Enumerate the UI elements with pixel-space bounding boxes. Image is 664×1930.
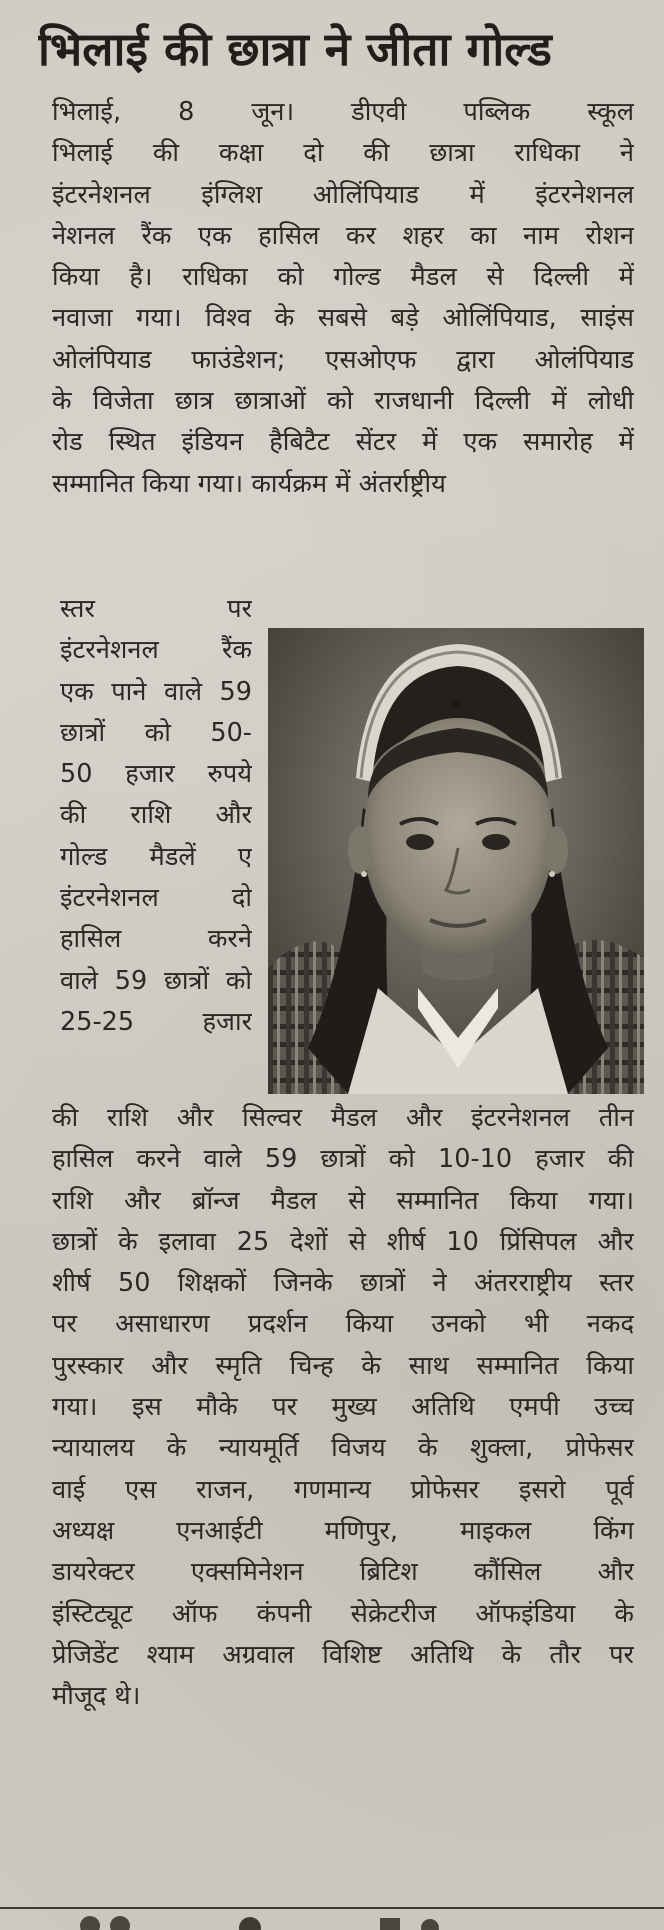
headline: भिलाई की छात्रा ने जीता गोल्ड: [38, 22, 552, 76]
article-line: 25-25 हजार: [60, 1006, 252, 1037]
article-line: ओलंपियाड फाउंडेशन; एसओएफ द्वारा ओलंपियाड: [52, 344, 634, 375]
article-line: छात्रों को 50-: [60, 717, 252, 748]
article-line: किया है। राधिका को गोल्ड मैडल से दिल्ली में: [52, 262, 634, 293]
article-line: एक पाने वाले 59: [60, 676, 252, 707]
article-line: पर असाधारण प्रदर्शन किया उनको भी नकद: [52, 1309, 634, 1340]
article-line: मौजूद थे।: [52, 1681, 141, 1712]
article-line: स्तर पर: [60, 594, 252, 624]
article-line: सम्मानित किया गया। कार्यक्रम में अंतर्राष्ट्रीय: [52, 468, 446, 499]
article-line: भिलाई, 8 जून। डीएवी पब्लिक स्कूल: [52, 97, 634, 127]
article-line: अध्यक्ष एनआईटी मणिपुर, माइकल किंग: [52, 1515, 634, 1546]
article-line: के विजेता छात्र छात्राओं को राजधानी दिल्ली में लोधी: [52, 386, 634, 417]
article-line: 50 हजार रुपये: [60, 759, 252, 790]
article-line: वाले 59 छात्रों को: [60, 965, 252, 996]
article-line: भिलाई की कक्षा दो की छात्रा राधिका ने: [52, 138, 634, 169]
article-line: छात्रों के इलावा 25 देशों से शीर्ष 10 प्रिंसिपल और: [52, 1226, 634, 1257]
student-photo: [268, 628, 644, 1094]
article-line: की राशि और: [60, 800, 252, 831]
article-line: डायरेक्टर एक्समिनेशन ब्रिटिश कौंसिल और: [52, 1557, 634, 1588]
article-line: इंटरनेशनल रैंक: [60, 635, 252, 666]
article-line: राशि और ब्रॉन्ज मैडल से सम्मानित किया गया।: [52, 1185, 634, 1216]
article-line: पुरस्कार और स्मृति चिन्ह के साथ सम्मानित किया: [52, 1350, 634, 1381]
student-portrait-image: [268, 628, 644, 1094]
border-strip: [0, 1902, 664, 1930]
article-line: नवाजा गया। विश्व के सबसे बड़े ओलिंपियाड, साइंस: [52, 303, 634, 334]
article-line: गोल्ड मैडलें ए: [60, 841, 252, 872]
article-line: न्यायालय के न्यायमूर्ति विजय के शुक्ला, प्रोफेसर: [52, 1433, 634, 1464]
article-line: रोड स्थित इंडियन हैबिटैट सेंटर में एक समारोह में: [52, 427, 634, 458]
article-line: इंस्टिट्यूट ऑफ कंपनी सेक्रेटरीज ऑफइंडिया के: [52, 1598, 634, 1629]
article-line: प्रेजिडेंट श्याम अग्रवाल विशिष्ट अतिथि के तौर पर: [52, 1639, 634, 1670]
article-line: वाई एस राजन, गणमान्य प्रोफेसर इसरो पूर्व: [52, 1474, 634, 1505]
article-line: शीर्ष 50 शिक्षकों जिनके छात्रों ने अंतरराष्ट्रीय स्तर: [52, 1268, 634, 1299]
article-line: की राशि और सिल्वर मैडल और इंटरनेशनल तीन: [52, 1103, 634, 1133]
article-line: इंटरनेशनल इंग्लिश ओलिंपियाड में इंटरनेशनल: [52, 179, 634, 210]
article-line: इंटरनेशनल दो: [60, 883, 252, 914]
article-line: हासिल करने: [60, 924, 252, 955]
article-line: गया। इस मौके पर मुख्य अतिथि एमपी उच्च: [52, 1392, 634, 1423]
article-line: हासिल करने वाले 59 छात्रों को 10-10 हजार की: [52, 1144, 634, 1175]
article-body-bottom: [52, 1098, 634, 1717]
article-body-beside-photo: [60, 589, 252, 1043]
article-body-top: [52, 92, 634, 505]
article-line: नेशनल रैंक एक हासिल कर शहर का नाम रोशन: [52, 220, 634, 251]
